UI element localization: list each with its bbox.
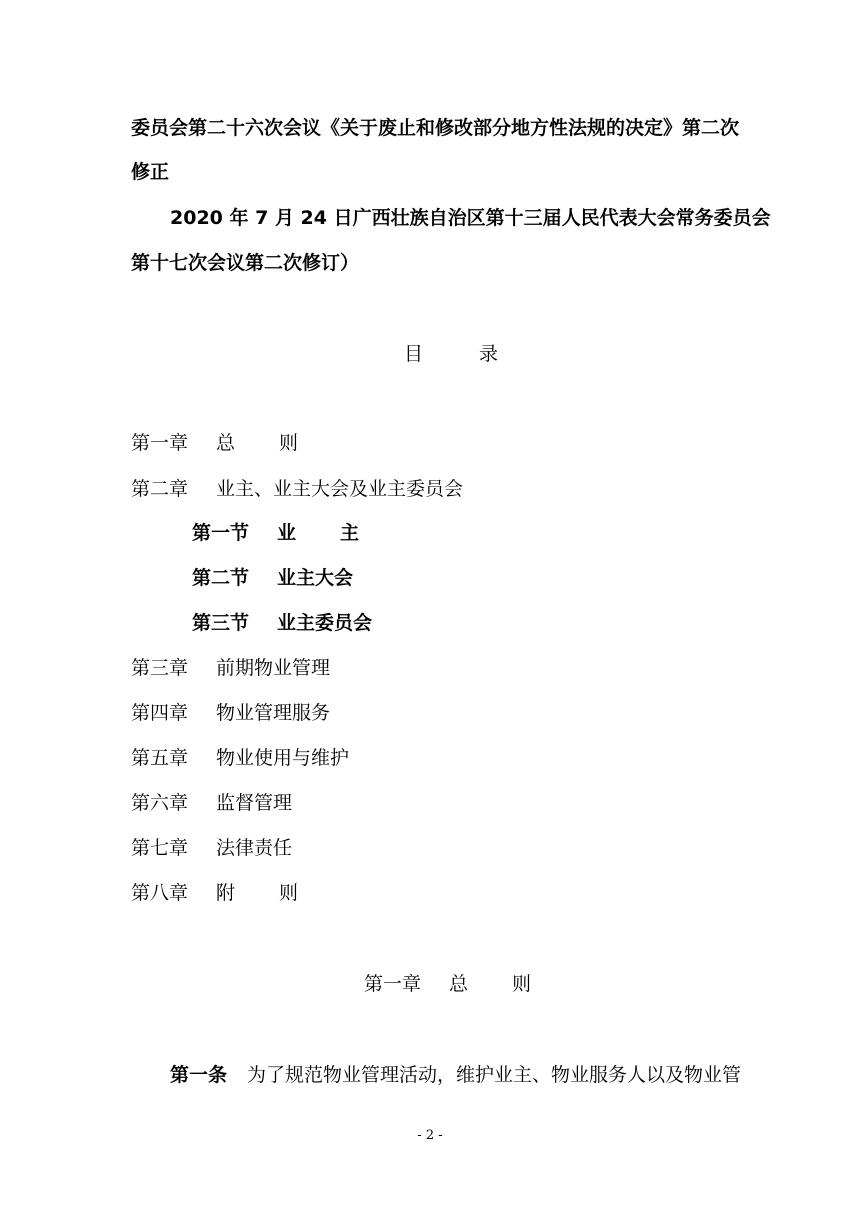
toc-item <box>131 881 298 905</box>
toc-item-title-char-1: 总 <box>216 432 236 454</box>
toc-item-number: 第六章 <box>131 792 189 814</box>
article-text: 为了规范物业管理活动，维护业主、物业服务人以及物业管 <box>247 1064 742 1086</box>
toc-item-title-char-1: 附 <box>216 882 236 904</box>
article-label: 第一条 <box>170 1064 228 1086</box>
toc-item-number: 第三章 <box>131 657 189 679</box>
toc-subitem-title: 业主大会 <box>277 567 354 589</box>
toc-subitem-number: 第三节 <box>192 612 250 634</box>
toc-item-title-char-2: 则 <box>279 882 299 904</box>
preamble-line-4: 第十七次会议第二次修订） <box>131 252 360 274</box>
toc-title <box>404 342 498 366</box>
toc-item <box>131 701 330 725</box>
page-number: - 2 - <box>417 1128 443 1143</box>
toc-subitem <box>192 566 353 590</box>
toc-item-number: 第七章 <box>131 837 189 859</box>
toc-subitem <box>192 611 372 635</box>
chapter-number: 第一章 <box>364 973 422 995</box>
toc-item-number: 第一章 <box>131 432 189 454</box>
toc-subitem <box>192 521 359 545</box>
chapter-heading <box>364 972 531 996</box>
toc-item-number: 第八章 <box>131 882 189 904</box>
chapter-title-char-1: 总 <box>449 973 469 995</box>
toc-item-title-char-2: 则 <box>279 432 299 454</box>
toc-item <box>131 431 298 455</box>
toc-item-title: 物业使用与维护 <box>216 747 350 769</box>
toc-item-title: 业主、业主大会及业主委员会 <box>216 478 464 500</box>
toc-subitem-number: 第一节 <box>192 522 250 544</box>
toc-item-title: 监督管理 <box>216 792 293 814</box>
toc-item <box>131 746 349 770</box>
toc-item-title: 物业管理服务 <box>216 702 331 724</box>
toc-item-number: 第二章 <box>131 478 189 500</box>
toc-item <box>131 656 330 680</box>
chapter-title-char-2: 则 <box>512 973 532 995</box>
toc-item-title: 法律责任 <box>216 837 293 859</box>
toc-item-number: 第五章 <box>131 747 189 769</box>
toc-subitem-title-char-2: 主 <box>340 522 360 544</box>
article-paragraph <box>170 1063 741 1087</box>
toc-title-char-2: 录 <box>479 343 499 365</box>
preamble-line-1: 委员会第二十六次会议《关于废止和修改部分地方性法规的决定》第二次 <box>131 117 740 139</box>
toc-item <box>131 477 463 501</box>
preamble-line-3: 2020 年 7 月 24 日广西壮族自治区第十三届人民代表大会常务委员会 <box>170 207 771 229</box>
toc-item <box>131 836 292 860</box>
preamble-line-2: 修正 <box>131 161 170 183</box>
toc-title-char-1: 目 <box>404 343 424 365</box>
toc-subitem-title-char-1: 业 <box>277 522 297 544</box>
toc-item <box>131 791 292 815</box>
toc-item-title: 前期物业管理 <box>216 657 331 679</box>
toc-subitem-number: 第二节 <box>192 567 250 589</box>
toc-subitem-title: 业主委员会 <box>277 612 373 634</box>
toc-item-number: 第四章 <box>131 702 189 724</box>
